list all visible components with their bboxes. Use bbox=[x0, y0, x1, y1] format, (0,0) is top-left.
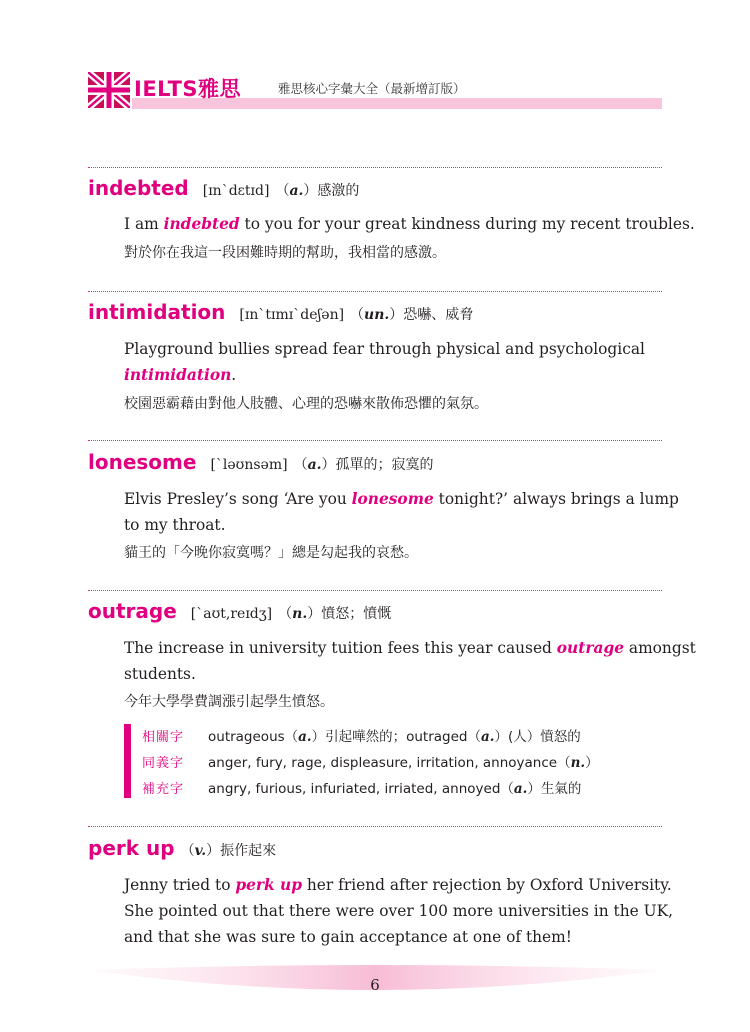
page-header bbox=[88, 68, 662, 112]
example-sentence: I am indebted to you for your great kindness during my recent troubles. bbox=[124, 215, 695, 233]
part-of-speech: （v.）振作起來 bbox=[180, 843, 277, 859]
union-jack-icon bbox=[88, 72, 130, 108]
headword: lonesome bbox=[88, 450, 197, 474]
entry-heading bbox=[88, 450, 434, 474]
headword: outrage bbox=[88, 599, 177, 623]
pronunciation: [`aʊt,reɪdʒ] bbox=[190, 606, 273, 622]
brand-logo: IELTS雅思 bbox=[134, 77, 242, 101]
entry-divider bbox=[88, 440, 662, 441]
entry-heading bbox=[88, 176, 359, 200]
part-of-speech: （n.）憤怒；憤慨 bbox=[278, 606, 392, 622]
pronunciation: [ɪn`dɛtɪd] bbox=[202, 183, 270, 199]
book-title: 雅思核心字彙大全（最新增訂版） bbox=[278, 81, 466, 96]
related-label: 相關字 bbox=[142, 730, 185, 745]
highlighted-word: outrage bbox=[556, 639, 624, 657]
supplement-row: 補充字 angry, furious, infuriated, irriated, annoyed（a.）生氣的 bbox=[142, 777, 581, 797]
related-accent-bar bbox=[124, 724, 131, 798]
highlighted-word: perk up bbox=[235, 876, 302, 894]
related-row: 相關字 outrageous（a.）引起嘩然的；outraged（a.）(人）憤怒的 bbox=[142, 725, 581, 745]
chinese-translation: 校園惡霸藉由對他人肢體、心理的恐嚇來散佈恐懼的氣氛。 bbox=[124, 396, 488, 412]
pronunciation: [`ləʊnsəm] bbox=[210, 457, 288, 473]
chinese-translation: 貓王的「今晚你寂寞嗎？」總是勾起我的哀愁。 bbox=[124, 545, 418, 561]
part-of-speech: （un.）恐嚇、威脅 bbox=[350, 307, 474, 323]
example-sentence: Elvis Presley’s song ‘Are you lonesome tonight?’ always brings a lump to my throat. bbox=[124, 490, 679, 534]
synonym-row: 同義字 anger, fury, rage, displeasure, irritation, annoyance（n.） bbox=[142, 751, 599, 771]
highlighted-word: indebted bbox=[163, 215, 240, 233]
related-label: 同義字 bbox=[142, 756, 185, 771]
chinese-translation: 對於你在我這一段困難時期的幫助，我相當的感激。 bbox=[124, 245, 446, 261]
related-label: 補充字 bbox=[142, 782, 185, 797]
headword: perk up bbox=[88, 836, 175, 860]
highlighted-word: lonesome bbox=[351, 490, 434, 508]
headword: intimidation bbox=[88, 300, 226, 324]
page-number: 6 bbox=[370, 976, 380, 994]
part-of-speech: （a.）孤單的；寂寞的 bbox=[293, 457, 434, 473]
related-words-box bbox=[124, 722, 664, 800]
example-sentence: Jenny tried to perk up her friend after rejection by Oxford University. She pointed out that there were over 100 more universities in the UK, and that she was sure to gain acceptance at one of them! bbox=[124, 876, 673, 946]
chinese-translation: 今年大學學費調漲引起學生憤怒。 bbox=[124, 694, 334, 710]
entry-heading bbox=[88, 300, 473, 324]
pronunciation: [ɪn`tɪmɪ`deʃən] bbox=[239, 307, 345, 323]
highlighted-word: intimidation bbox=[124, 366, 232, 384]
entry-heading bbox=[88, 836, 276, 860]
example-sentence: Playground bullies spread fear through physical and psychological intimidation. bbox=[124, 340, 645, 384]
entry-heading bbox=[88, 599, 391, 623]
headword: indebted bbox=[88, 176, 189, 200]
part-of-speech: （a.）感激的 bbox=[275, 183, 360, 199]
entry-divider bbox=[88, 826, 662, 827]
entry-divider bbox=[88, 590, 662, 591]
entry-divider bbox=[88, 291, 662, 292]
example-sentence: The increase in university tuition fees this year caused outrage amongst students. bbox=[124, 639, 696, 683]
entry-divider bbox=[88, 167, 662, 168]
